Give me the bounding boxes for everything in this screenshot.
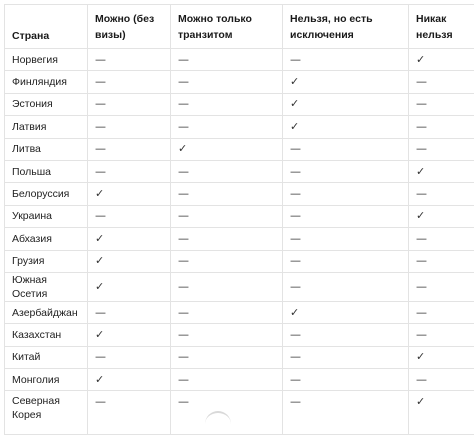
exceptions-cell: — xyxy=(283,346,409,368)
transit-only-cell: — xyxy=(171,228,283,250)
exceptions-cell: — xyxy=(283,391,409,435)
table-header xyxy=(5,5,474,49)
exceptions-cell: — xyxy=(283,49,409,71)
transit-only-cell: — xyxy=(171,391,283,435)
country-cell: Монголия xyxy=(5,369,88,391)
forbidden-cell: ✓ xyxy=(409,346,474,368)
border-crossing-table xyxy=(4,4,474,435)
table-row xyxy=(5,183,474,205)
forbidden-cell: ✓ xyxy=(409,205,474,227)
forbidden-cell: ✓ xyxy=(409,49,474,71)
country-cell: Литва xyxy=(5,138,88,160)
table-row xyxy=(5,93,474,115)
transit-only-cell: — xyxy=(171,49,283,71)
table-row xyxy=(5,250,474,272)
forbidden-cell: — xyxy=(409,369,474,391)
transit-only-cell: ✓ xyxy=(171,138,283,160)
transit-only-cell: — xyxy=(171,93,283,115)
country-cell: Финляндия xyxy=(5,71,88,93)
exceptions-cell: ✓ xyxy=(283,301,409,323)
transit-only-cell: — xyxy=(171,183,283,205)
transit-only-cell: — xyxy=(171,301,283,323)
table-row xyxy=(5,49,474,71)
exceptions-cell: — xyxy=(283,138,409,160)
table-row xyxy=(5,205,474,227)
table-row xyxy=(5,138,474,160)
country-cell: Эстония xyxy=(5,93,88,115)
visa-free-cell: ✓ xyxy=(88,250,171,272)
visa-free-cell: — xyxy=(88,391,171,435)
header-transit-only: Можно только транзитом xyxy=(171,5,283,49)
transit-only-cell: — xyxy=(171,369,283,391)
country-cell: Северная Корея xyxy=(5,391,88,435)
header-row xyxy=(5,5,474,49)
forbidden-cell: — xyxy=(409,324,474,346)
exceptions-cell: ✓ xyxy=(283,93,409,115)
country-cell: Казахстан xyxy=(5,324,88,346)
exceptions-cell: — xyxy=(283,228,409,250)
visa-free-cell: — xyxy=(88,116,171,138)
forbidden-cell: — xyxy=(409,71,474,93)
forbidden-cell: — xyxy=(409,301,474,323)
forbidden-cell: — xyxy=(409,272,474,301)
transit-only-cell: — xyxy=(171,250,283,272)
table-row xyxy=(5,324,474,346)
exceptions-cell: — xyxy=(283,324,409,346)
visa-free-cell: ✓ xyxy=(88,272,171,301)
transit-only-cell: — xyxy=(171,346,283,368)
country-cell: Польша xyxy=(5,160,88,182)
forbidden-cell: — xyxy=(409,228,474,250)
visa-free-cell: — xyxy=(88,49,171,71)
visa-free-cell: — xyxy=(88,346,171,368)
country-cell: Белоруссия xyxy=(5,183,88,205)
visa-free-cell: ✓ xyxy=(88,183,171,205)
exceptions-cell: — xyxy=(283,369,409,391)
transit-only-cell: — xyxy=(171,324,283,346)
exceptions-cell: ✓ xyxy=(283,71,409,93)
country-cell: Латвия xyxy=(5,116,88,138)
country-cell: Китай xyxy=(5,346,88,368)
header-country: Страна xyxy=(5,5,88,49)
visa-free-cell: — xyxy=(88,138,171,160)
country-cell: Украина xyxy=(5,205,88,227)
exceptions-cell: ✓ xyxy=(283,116,409,138)
forbidden-cell: ✓ xyxy=(409,160,474,182)
forbidden-cell: ✓ xyxy=(409,391,474,435)
table-row xyxy=(5,160,474,182)
header-forbidden: Никак нельзя xyxy=(409,5,474,49)
country-cell: Абхазия xyxy=(5,228,88,250)
exceptions-cell: — xyxy=(283,183,409,205)
transit-only-cell: — xyxy=(171,116,283,138)
country-cell: Южная Осетия xyxy=(5,272,88,301)
exceptions-cell: — xyxy=(283,250,409,272)
visa-free-cell: — xyxy=(88,71,171,93)
header-exceptions: Нельзя, но есть исключения xyxy=(283,5,409,49)
visa-free-cell: ✓ xyxy=(88,228,171,250)
visa-free-cell: — xyxy=(88,301,171,323)
table-row xyxy=(5,71,474,93)
exceptions-cell: — xyxy=(283,160,409,182)
table-row xyxy=(5,228,474,250)
forbidden-cell: — xyxy=(409,183,474,205)
forbidden-cell: — xyxy=(409,250,474,272)
transit-only-cell: — xyxy=(171,272,283,301)
transit-only-cell: — xyxy=(171,205,283,227)
visa-free-cell: ✓ xyxy=(88,324,171,346)
country-cell: Норвегия xyxy=(5,49,88,71)
table-row xyxy=(5,116,474,138)
table-row xyxy=(5,369,474,391)
table-row xyxy=(5,391,474,435)
country-cell: Азербайджан xyxy=(5,301,88,323)
transit-only-cell: — xyxy=(171,71,283,93)
forbidden-cell: — xyxy=(409,116,474,138)
visa-free-cell: ✓ xyxy=(88,369,171,391)
table-row xyxy=(5,346,474,368)
forbidden-cell: — xyxy=(409,93,474,115)
visa-free-cell: — xyxy=(88,93,171,115)
country-cell: Грузия xyxy=(5,250,88,272)
table-row xyxy=(5,301,474,323)
table-row xyxy=(5,272,474,301)
header-visa-free: Можно (без визы) xyxy=(88,5,171,49)
visa-free-cell: — xyxy=(88,160,171,182)
transit-only-cell: — xyxy=(171,160,283,182)
visa-free-cell: — xyxy=(88,205,171,227)
exceptions-cell: — xyxy=(283,205,409,227)
forbidden-cell: — xyxy=(409,138,474,160)
table-body xyxy=(5,49,474,435)
exceptions-cell: — xyxy=(283,272,409,301)
